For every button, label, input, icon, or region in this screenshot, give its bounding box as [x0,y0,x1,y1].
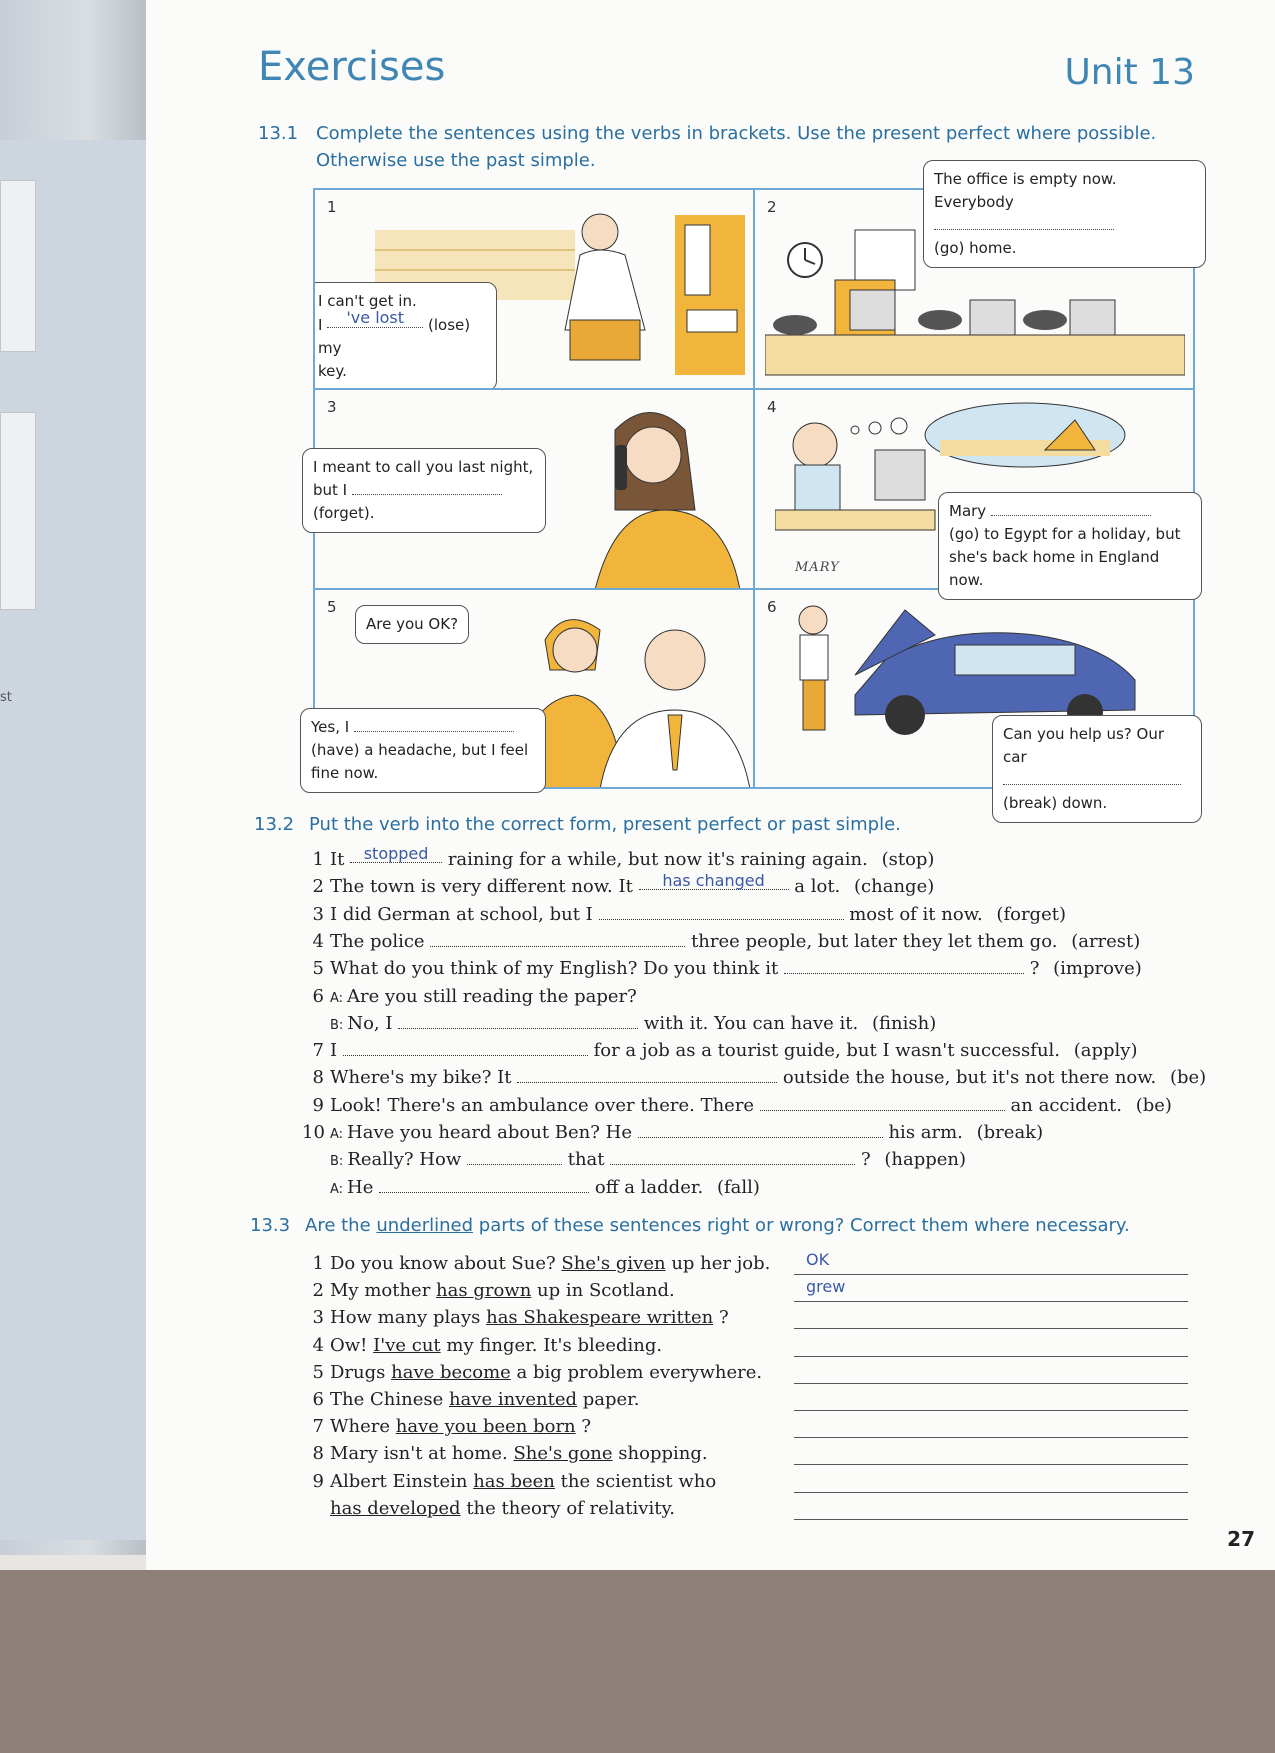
panel-1 [314,189,754,389]
answer-blank[interactable] [991,501,1151,516]
answer-blank[interactable] [467,1148,562,1165]
handwritten-answer: grew [806,1277,846,1297]
bubble-text: (forget). [313,504,375,522]
sentence-text: my finger. It's bleeding. [446,1334,663,1356]
verb-hint: (be) [1135,1094,1172,1116]
exercise-line [302,1468,716,1495]
sentence-text: Albert Einstein [330,1470,468,1492]
sentence-text: a big problem everywhere. [516,1361,763,1383]
item-number: 2 [312,1280,324,1302]
correction-line[interactable] [794,1388,1188,1411]
correction-line[interactable] [794,1252,1188,1275]
answer-blank[interactable] [760,1094,1005,1111]
sentence-text: What do you think of my English? Do you think it [330,958,779,980]
bubble-text: Everybody [934,193,1014,211]
underlined-part: has been [473,1470,555,1492]
panel-number: 5 [327,598,337,616]
underlined-part: She's gone [513,1443,613,1465]
answer-blank[interactable] [352,480,502,495]
page-title: Exercises [258,44,446,90]
verb-hint: (fall) [716,1176,760,1198]
answer-blank[interactable] [517,1066,777,1083]
item-number: 3 [312,1307,324,1329]
handwritten-answer: 've lost [346,308,405,327]
answer-blank[interactable] [350,846,442,863]
item-number: 1 [312,849,324,870]
verb-hint: (stop) [881,849,935,870]
bubble-text: (lose) my [318,316,471,357]
exercise-line [302,1413,591,1440]
answer-blank[interactable] [610,1148,855,1165]
bubble-text: Can you help us? Our car [1003,725,1164,766]
exercise-line [302,1332,662,1359]
correction-line[interactable] [794,1470,1188,1493]
bubble-text: she's back home in England now. [949,548,1160,589]
answer-blank[interactable] [784,957,1024,974]
sentence-text: up in Scotland. [537,1280,675,1302]
spine-tab [0,180,36,352]
sentence-text: ? [718,1307,729,1329]
sentence-text: The town is very different now. It [330,876,633,898]
bubble-text: I can't get in. [318,292,417,310]
sentence-text: Drugs [330,1361,386,1383]
sentence-text: outside the house, but it's not there now. [782,1067,1157,1089]
page-number: 27 [1227,1527,1255,1551]
sentence-text: Are you still reading the paper? [347,985,637,1007]
panel-number: 2 [767,198,777,216]
bubble-text: (go) to Egypt for a holiday, but [949,525,1181,543]
exercise-13-3-heading [250,1212,1200,1239]
underlined-part: has developed [330,1497,461,1519]
underlined-part: have invented [448,1389,578,1410]
sentence-text: Look! There's an ambulance over there. There [330,1094,755,1116]
speech-bubble [314,282,497,389]
item-number: 1 [312,1253,324,1274]
exercise-line [302,1250,770,1277]
exercise-line [302,1386,640,1413]
sentence-text: He [347,1176,374,1198]
correction-line[interactable] [794,1361,1188,1384]
bubble-text: I [318,316,323,334]
instruction-line: Otherwise use the past simple. [316,150,596,171]
correction-line[interactable] [794,1442,1188,1465]
sentence-text: ? [860,1149,871,1171]
speech-bubble-office [923,160,1206,268]
sentence-text: most of it now. [849,903,983,925]
sentence-text: The Chinese [330,1389,444,1410]
underlined-part: She's given [561,1253,666,1274]
panel-caption: MARY [795,560,840,575]
exercise-line [302,983,637,1012]
answer-blank[interactable] [354,717,514,732]
exercise-line [302,1119,1043,1148]
sentence-text: Where's my bike? It [330,1067,512,1089]
exercise-line [302,1440,708,1467]
exercise-line [302,1064,1206,1091]
exercise-line [302,1174,760,1203]
verb-hint: (arrest) [1071,930,1141,952]
underlined-part: have you been born [395,1416,576,1438]
verb-hint: (forget) [996,903,1066,925]
sentence-text: Mary isn't at home. [330,1443,508,1465]
spine-tab [0,412,36,610]
answer-blank[interactable] [638,1121,883,1138]
sentence-text: his arm. [888,1122,963,1143]
margin-fragment: st [0,690,12,705]
sentence-text: ? [581,1416,592,1438]
panel-number: 3 [327,398,337,416]
handwritten-answer: has changed [662,871,765,891]
exercise-13-2-heading [254,811,1194,838]
instruction-line: Complete the sentences using the verbs in brackets. Use the present perfect where possible. [316,123,1157,144]
item-number: 2 [312,876,324,898]
unit-label: Unit 13 [1064,52,1195,93]
answer-blank[interactable] [398,1012,638,1029]
item-number: 6 [312,985,324,1007]
sentence-text: I did German at school, but I [330,903,593,925]
item-number: 3 [312,903,324,925]
speech-bubble [355,605,469,644]
bubble-text: (have) a headache, but I feel [311,741,529,759]
underlined-part: I've cut [373,1334,441,1356]
instruction-text: Are the [305,1215,371,1236]
bubble-text: Mary [949,502,987,520]
exercise-line [302,873,934,900]
verb-hint: (happen) [884,1149,967,1171]
speech-bubble-headache [300,708,546,793]
exercise-line [302,1277,675,1304]
sentence-text: an accident. [1010,1094,1122,1116]
bubble-text: (go) home. [934,239,1017,257]
sentence-text: Ow! [330,1334,368,1356]
speaker-label: B: [330,1154,344,1170]
answer-blank[interactable] [934,215,1114,230]
answer-blank[interactable] [343,1039,588,1056]
bubble-text: (break) down. [1003,794,1108,812]
item-number: 5 [312,958,324,980]
bubble-text: key. [318,362,347,380]
answer-blank[interactable] [1003,770,1181,785]
correction-line[interactable] [794,1334,1188,1357]
item-number: 7 [312,1040,324,1062]
exercise-line [302,1146,966,1175]
exercise-line [302,1495,675,1522]
verb-hint: (break) [976,1122,1044,1143]
exercise-line [302,846,934,873]
sentence-text: the theory of relativity. [466,1497,675,1519]
sentence-text: off a ladder. [594,1176,704,1198]
sentence-text: for a job as a tourist guide, but I wasn't successful. [593,1040,1061,1062]
exercise-line [302,1304,729,1331]
sentence-text: Do you know about Sue? [330,1253,556,1274]
item-number: 10 [302,1122,325,1143]
sentence-text: paper. [582,1389,640,1410]
bubble-text: Yes, I [311,718,350,736]
sentence-text: My mother [330,1280,431,1302]
sentence-text: ? [1029,958,1040,980]
panel-number: 6 [767,598,777,616]
sentence-text: that [567,1149,605,1171]
item-number: 9 [312,1094,324,1116]
instruction-text: parts of these sentences right or wrong? Correct them where necessary. [478,1215,1130,1236]
exercise-number: 13.1 [258,123,299,144]
exercise-line [302,1010,936,1039]
exercise-line [302,1092,1172,1119]
item-number: 8 [312,1443,324,1465]
speech-bubble-forget [302,448,546,533]
correction-line[interactable] [794,1306,1188,1329]
underlined-part: have become [391,1361,511,1383]
speaker-label: A: [330,990,344,1006]
correction-line[interactable] [794,1279,1188,1302]
instruction-text: underlined [376,1215,474,1236]
speech-bubble-egypt [938,492,1202,600]
verb-hint: (apply) [1073,1040,1138,1062]
exercise-number: 13.3 [250,1215,291,1236]
exercise-line [302,1037,1138,1064]
correction-line[interactable] [794,1497,1188,1520]
exercise-line [302,928,1140,955]
item-number: 6 [312,1389,324,1410]
panel-number: 1 [327,198,337,216]
answer-blank[interactable] [430,930,685,947]
handwritten-answer: OK [806,1250,830,1269]
answer-blank[interactable] [379,1176,589,1193]
sentence-text: three people, but later they let them go. [691,930,1058,952]
correction-line[interactable] [794,1415,1188,1438]
woman-on-phone-illustration [555,400,754,589]
sentence-text: Really? How [347,1149,462,1171]
bubble-text: I meant to call you last night, [313,458,534,476]
verb-hint: (change) [854,876,935,898]
verb-hint: (be) [1169,1067,1207,1089]
item-number: 9 [312,1470,324,1492]
underlined-part: has grown [436,1280,532,1302]
handwritten-answer: stopped [363,844,429,863]
scan-background [0,1570,1275,1753]
exercise-line [302,955,1142,982]
item-number: 5 [312,1361,324,1383]
sentence-text: the scientist who [560,1470,717,1492]
speaker-label: A: [330,1127,344,1142]
sentence-text: No, I [347,1012,393,1034]
bubble-text: fine now. [311,764,379,782]
sentence-text: a lot. [794,876,841,898]
sentence-text: raining for a while, but now it's raining again. [447,849,868,870]
sentence-text: The police [330,930,425,952]
sentence-text: shopping. [618,1443,708,1465]
sentence-text: with it. You can have it. [643,1012,859,1034]
answer-blank[interactable] [639,873,789,890]
item-number: 4 [312,1334,324,1356]
verb-hint: (finish) [871,1012,937,1034]
speaker-label: B: [330,1017,344,1033]
sentence-text: How many plays [330,1307,481,1329]
bubble-text: The office is empty now. [934,170,1117,188]
verb-hint: (improve) [1053,958,1142,980]
exercise-line [302,1359,762,1386]
sentence-text: up her job. [671,1253,771,1274]
speech-bubble-car [992,715,1202,823]
item-number: 8 [312,1067,324,1089]
instruction-line: Put the verb into the correct form, present perfect or past simple. [309,814,901,835]
sentence-text: Have you heard about Ben? He [347,1122,632,1143]
exercise-number: 13.2 [254,814,295,835]
answer-blank[interactable] [327,308,423,328]
exercise-line [302,901,1066,928]
sentence-text: I [330,1040,338,1062]
speaker-label: A: [330,1181,344,1197]
answer-blank[interactable] [599,903,844,920]
item-number: 7 [312,1416,324,1438]
underlined-part: has Shakespeare written [486,1307,714,1329]
sentence-text: Where [330,1416,391,1438]
item-number: 4 [312,930,324,952]
bubble-text: but I [313,481,348,499]
panel-number: 4 [767,398,777,416]
bubble-text: Are you OK? [366,615,459,633]
sentence-text: It [330,849,345,870]
